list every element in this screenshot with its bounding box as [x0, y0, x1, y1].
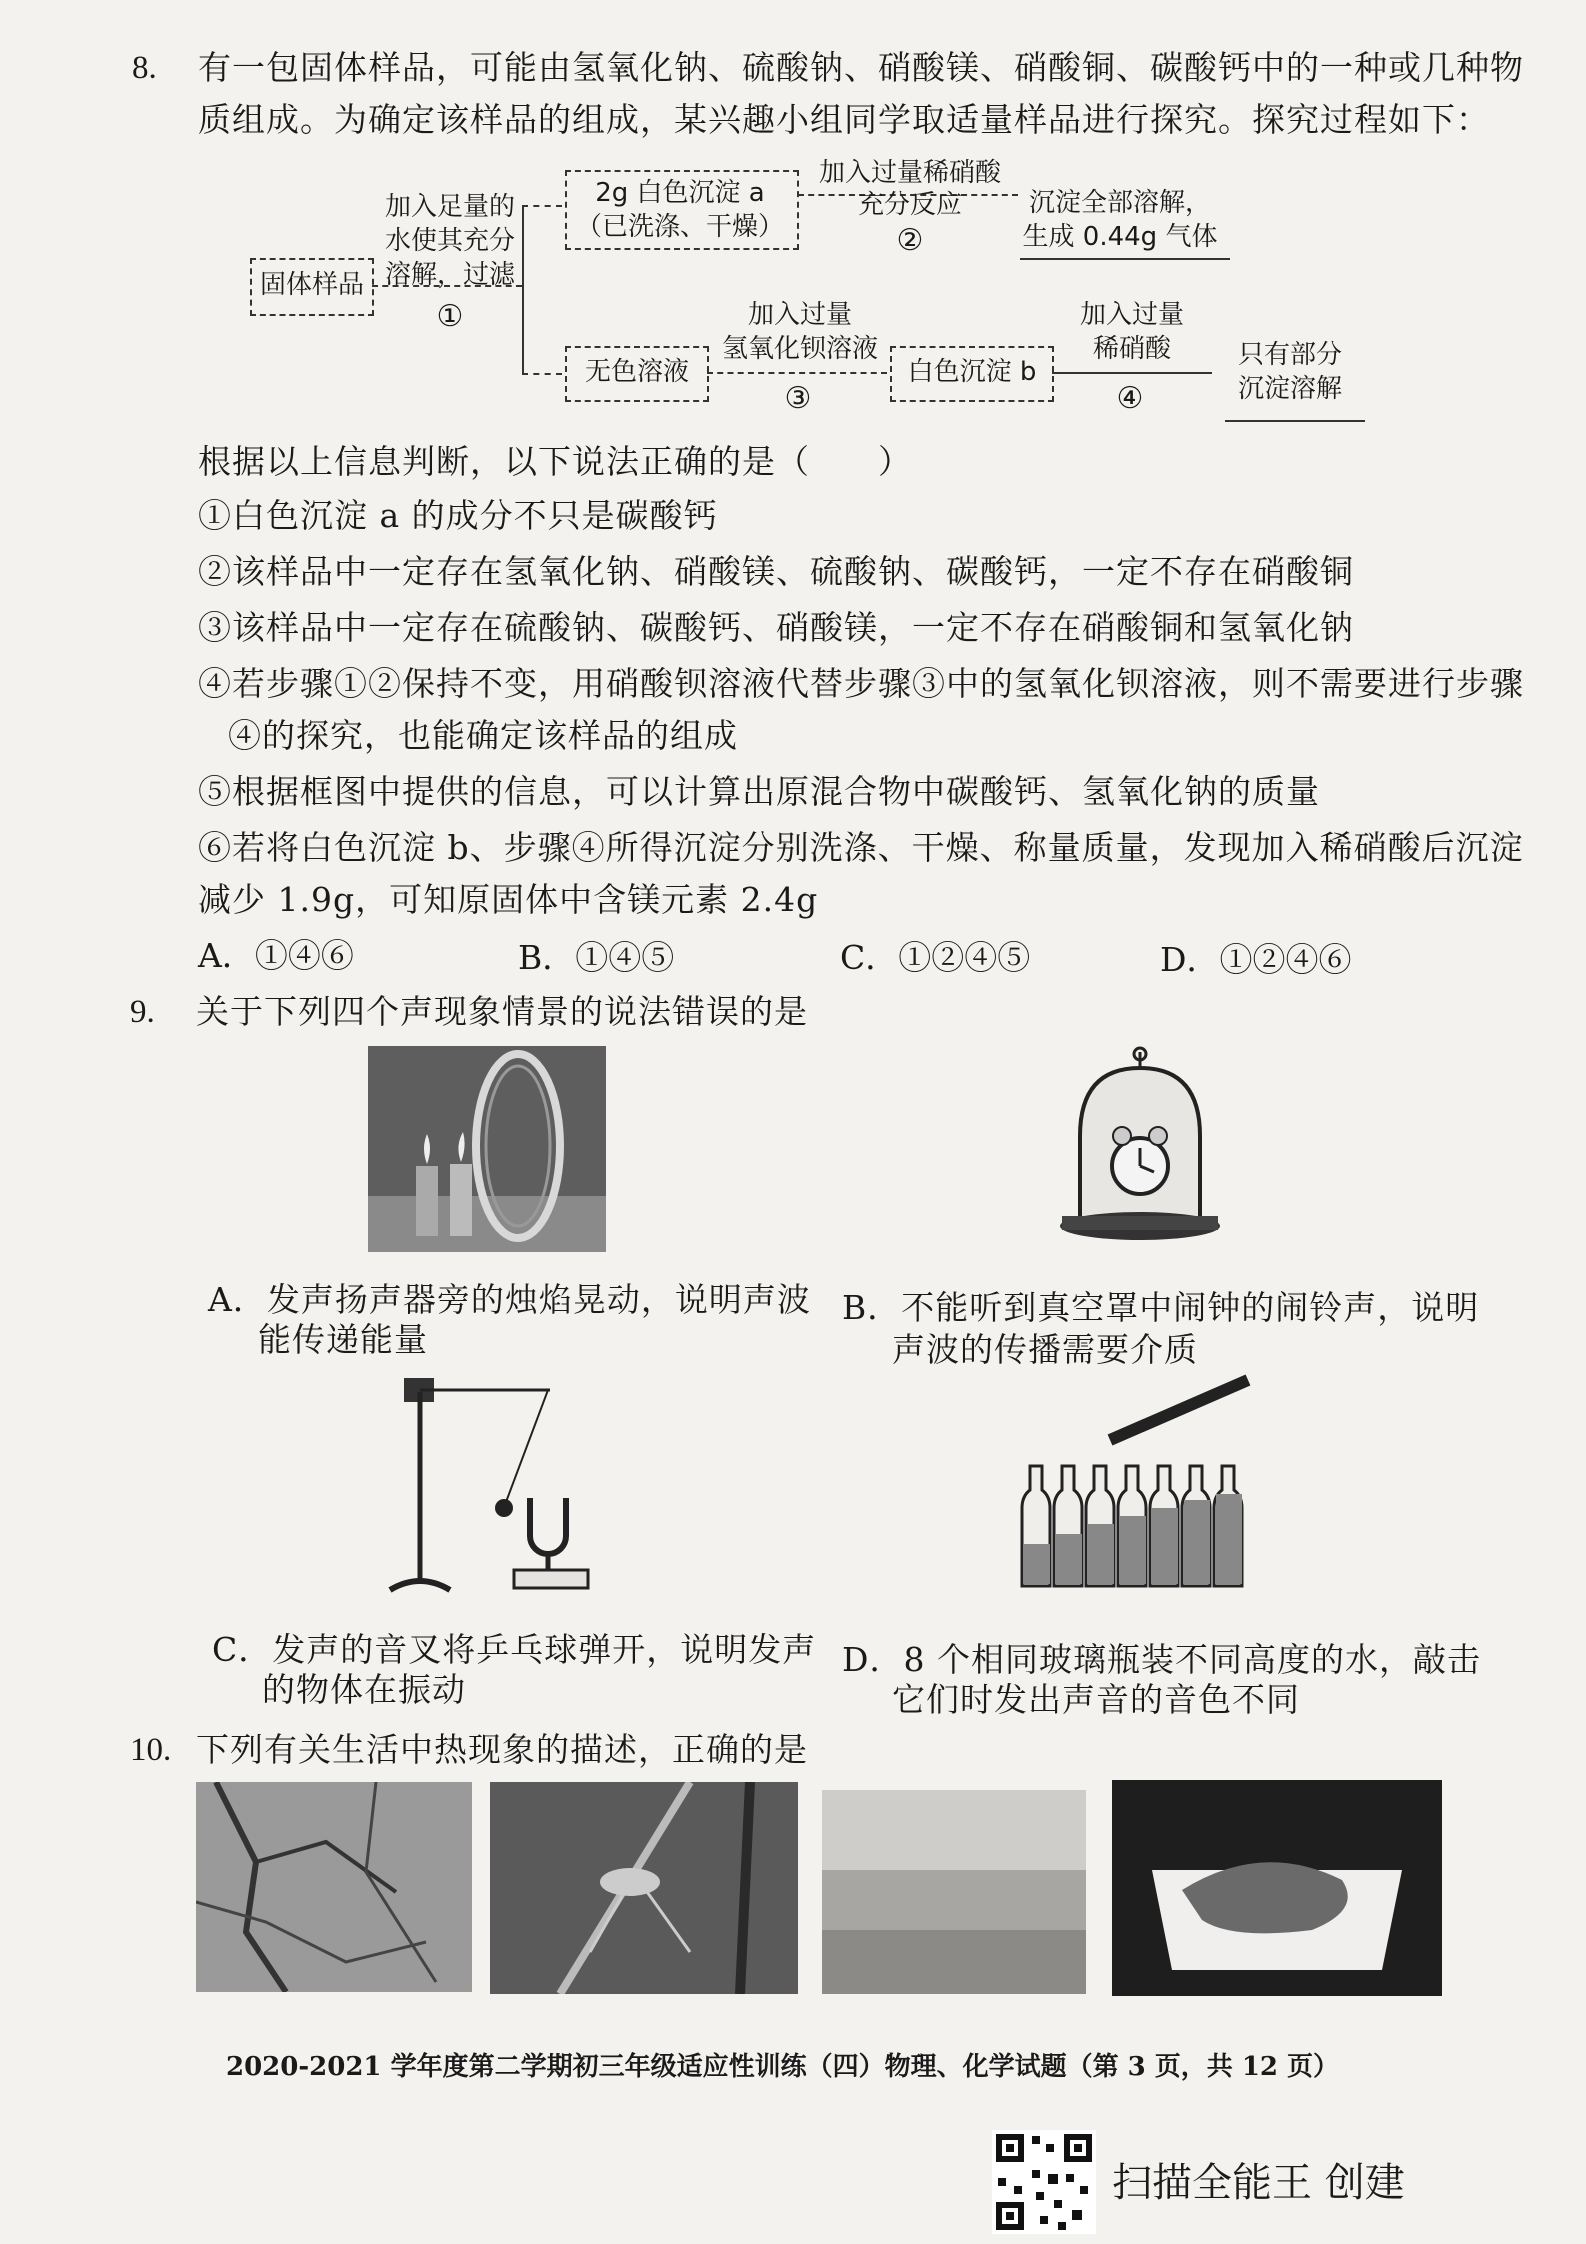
- flow-result2-l2: 生成 0.44g 气体: [1022, 222, 1218, 252]
- flow-box-b-label: 白色沉淀 b: [907, 357, 1037, 387]
- q9-option-d-line1[interactable]: D．8 个相同玻璃瓶装不同高度的水，敲击: [842, 1640, 1481, 1679]
- q8-stem-line1: 有一包固体样品，可能由氢氧化钠、硫酸钠、硝酸镁、硝酸铜、碳酸钙中的一种或几种物: [198, 48, 1524, 87]
- q10-image-4-ice-tray: [1112, 1780, 1442, 1996]
- q8-statement-6b: 减少 1.9g，可知原固体中含镁元素 2.4g: [198, 880, 819, 919]
- flow-step4-l2: 稀硝酸: [1092, 334, 1171, 364]
- q8-statement-2: ②该样品中一定存在氢氧化钠、硝酸镁、硫酸钠、碳酸钙，一定不存在硝酸铜: [198, 552, 1354, 591]
- q8-statement-5: ⑤根据框图中提供的信息，可以计算出原混合物中碳酸钙、氢氧化钠的质量: [198, 772, 1320, 811]
- q10-image-1-frost-branches: [196, 1782, 472, 1992]
- flow-step4-l1: 加入过量: [1079, 300, 1184, 330]
- q9-image-d-bottles: [1020, 1374, 1280, 1614]
- scanner-watermark-text: 扫描全能王 创建: [1112, 2160, 1405, 2206]
- q9-stem: 关于下列四个声现象情景的说法错误的是: [196, 992, 808, 1031]
- q9-option-a-line1[interactable]: A．发声扬声器旁的烛焰晃动，说明声波: [208, 1280, 811, 1319]
- q9-option-a-line2: 能传递能量: [258, 1320, 428, 1359]
- flow-branch-top: [522, 205, 562, 207]
- flow-step1-number: ①: [436, 299, 464, 334]
- flow-box-colorless-label: 无色溶液: [584, 357, 689, 387]
- q8-option-c[interactable]: C．①②④⑤: [840, 938, 1031, 977]
- flow-start-label: 固体样品: [259, 270, 364, 300]
- flow-step1-l1: 加入足量的: [384, 192, 515, 222]
- q8-number: 8.: [132, 50, 157, 86]
- flow-step2-number: ②: [896, 223, 924, 258]
- speaker-candle-drawing: [368, 1046, 606, 1252]
- ice-tray-drawing: [1112, 1780, 1442, 1996]
- flow-result4-underline: [1225, 420, 1365, 422]
- q8-statement-4a: ④若步骤①②保持不变，用硝酸钡溶液代替步骤③中的氢氧化钡溶液，则不需要进行步骤: [198, 664, 1524, 703]
- q9-image-c-tuning-fork: [380, 1372, 600, 1612]
- flow-box-a-l1: 2g 白色沉淀 a: [595, 178, 765, 208]
- q8-flow-diagram: [240, 150, 1380, 440]
- flow-result4-l1: 只有部分: [1237, 340, 1342, 370]
- q9-image-b-bell-jar: [1040, 1046, 1240, 1254]
- q10-image-3-frost-grass: [822, 1790, 1086, 1994]
- dew-insect-drawing: [490, 1782, 798, 1994]
- flow-step3-l2: 氢氧化钡溶液: [721, 334, 878, 364]
- q10-number: 10.: [130, 1732, 172, 1768]
- q8-prompt: 根据以上信息判断，以下说法正确的是（ ）: [198, 442, 912, 481]
- flow-branch-bottom: [522, 373, 562, 375]
- q9-option-d-line2: 它们时发出声音的音色不同: [892, 1680, 1300, 1719]
- flow-arrow-3: [707, 372, 887, 374]
- q9-number: 9.: [130, 994, 155, 1030]
- flow-result4-l2: 沉淀溶解: [1237, 374, 1342, 404]
- flow-step1-l2: 水使其充分: [384, 226, 515, 256]
- flow-box-a-l2: （已洗涤、干燥）: [575, 212, 784, 242]
- q10-stem: 下列有关生活中热现象的描述，正确的是: [196, 1730, 808, 1769]
- flow-step3-number: ③: [784, 381, 812, 416]
- q10-image-2-dew-insect: [490, 1782, 798, 1994]
- qr-code-icon: [992, 2130, 1096, 2234]
- q8-option-b[interactable]: B．①④⑤: [518, 938, 675, 977]
- frost-branches-drawing: [196, 1782, 472, 1992]
- flow-connector-start: [372, 285, 522, 287]
- flow-branch-vertical: [522, 205, 524, 373]
- page-footer: 2020-2021 学年度第二学期初三年级适应性训练（四）物理、化学试题（第 3 页，共 12 页）: [226, 2052, 1340, 2082]
- flow-result2-underline: [1020, 258, 1230, 260]
- flow-result2-l1: 沉淀全部溶解，: [1028, 188, 1211, 218]
- flow-step2-l1: 加入过量稀硝酸: [818, 158, 1001, 188]
- q8-stem-line2: 质组成。为确定该样品的组成，某兴趣小组同学取适量样品进行探究。探究过程如下：: [198, 100, 1490, 139]
- q8-statement-3: ③该样品中一定存在硫酸钠、碳酸钙、硝酸镁，一定不存在硝酸铜和氢氧化钠: [198, 608, 1354, 647]
- flow-step2-l2: 充分反应: [857, 190, 962, 220]
- flow-step1-l3: 溶解，过滤: [384, 260, 515, 290]
- flow-step4-number: ④: [1116, 381, 1144, 416]
- q8-option-a[interactable]: A．①④⑥: [198, 936, 354, 975]
- q9-option-b-line1[interactable]: B．不能听到真空罩中闹钟的闹铃声，说明: [842, 1288, 1480, 1327]
- q8-option-d[interactable]: D．①②④⑥: [1160, 940, 1352, 979]
- flow-step3-l1: 加入过量: [747, 300, 852, 330]
- q8-statement-6a: ⑥若将白色沉淀 b、步骤④所得沉淀分别洗涤、干燥、称量质量，发现加入稀硝酸后沉淀: [198, 828, 1524, 867]
- q8-statement-4b: ④的探究，也能确定该样品的组成: [228, 716, 738, 755]
- q9-option-b-line2: 声波的传播需要介质: [892, 1330, 1198, 1369]
- frost-grass-drawing: [822, 1790, 1086, 1994]
- flow-arrow-4: [1052, 372, 1212, 374]
- q9-image-a-speaker-candle: [368, 1046, 606, 1252]
- q8-statement-1: ①白色沉淀 a 的成分不只是碳酸钙: [198, 496, 718, 535]
- q9-option-c-line2: 的物体在振动: [262, 1670, 466, 1709]
- q9-option-c-line1[interactable]: C．发声的音叉将乒乓球弹开，说明发声: [212, 1630, 817, 1669]
